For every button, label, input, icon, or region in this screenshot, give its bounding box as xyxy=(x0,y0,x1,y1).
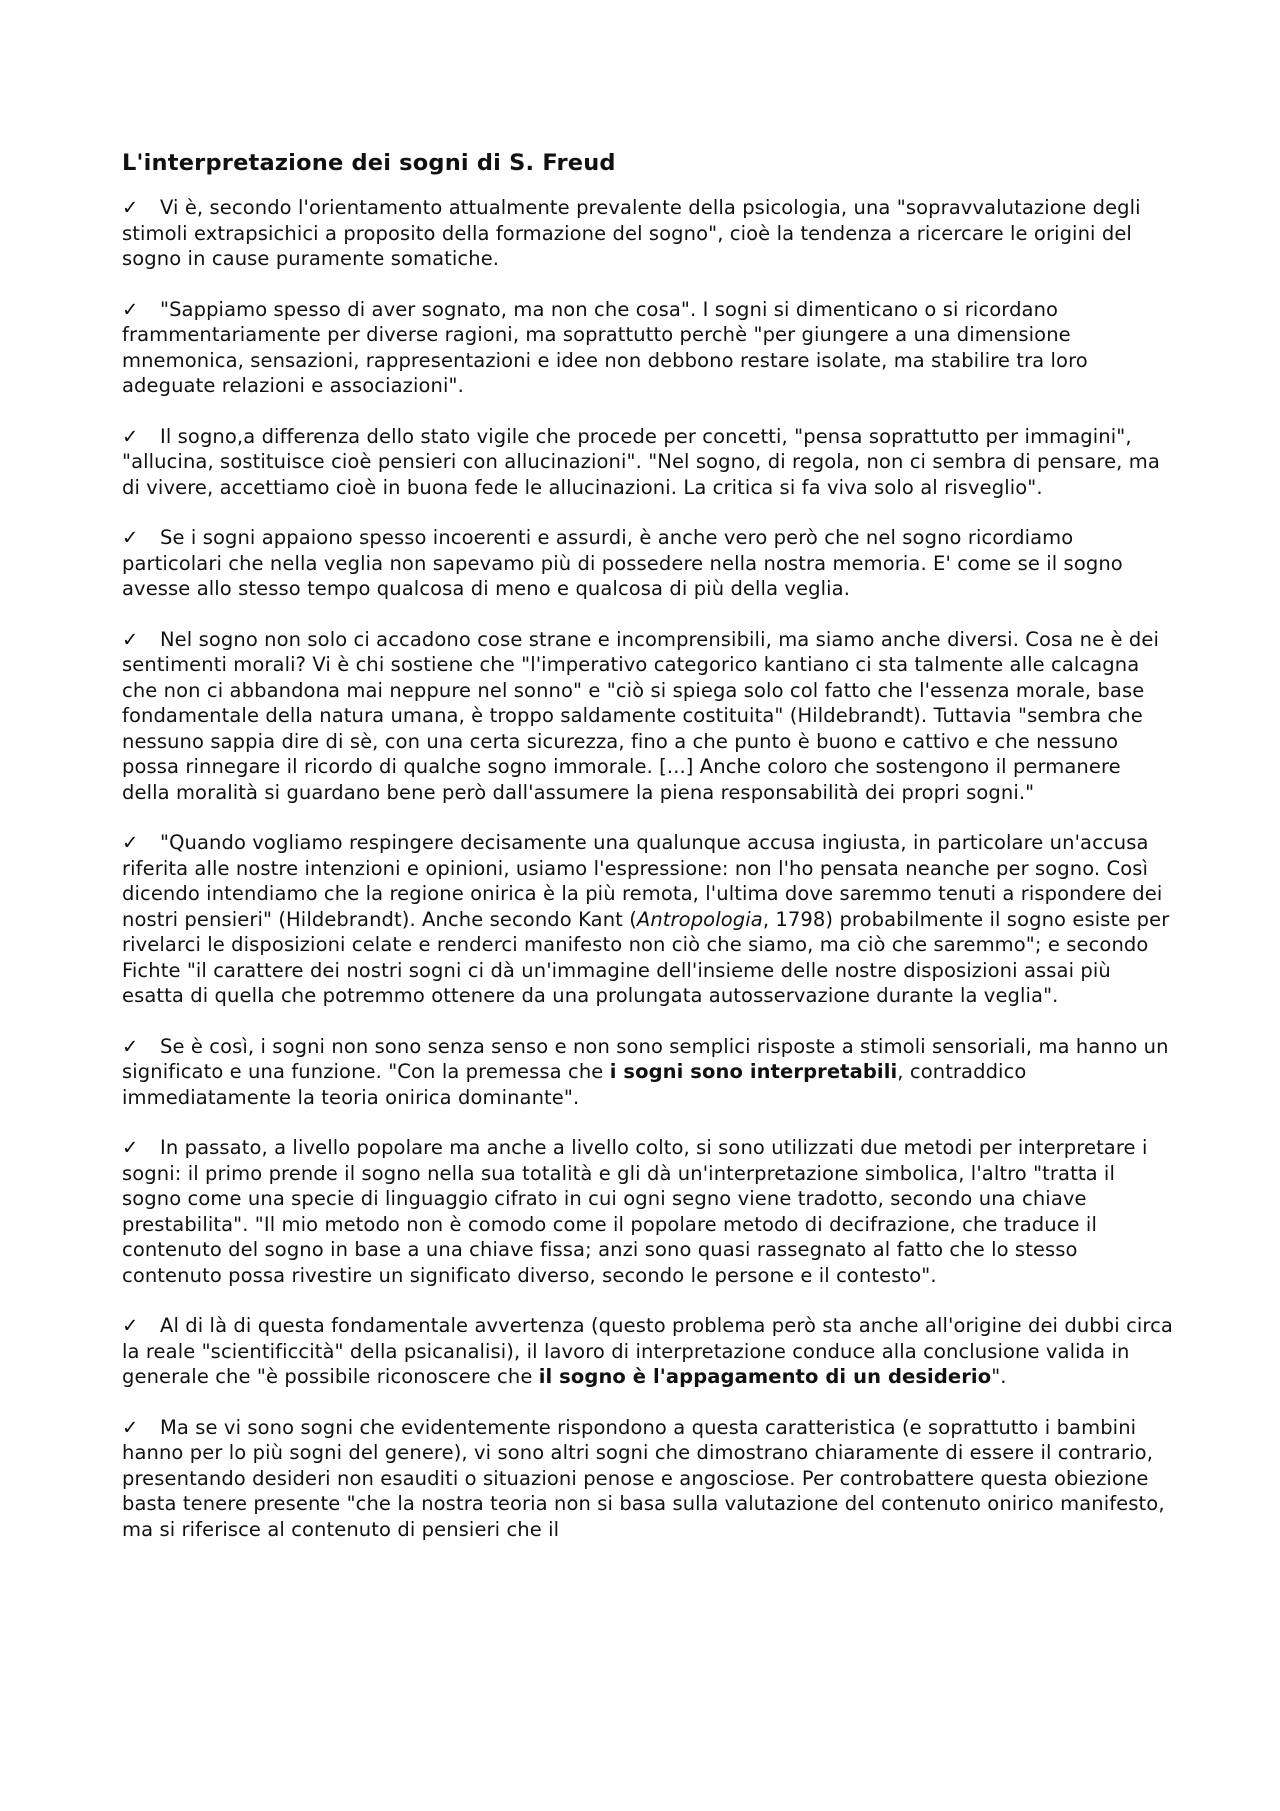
paragraph-3 xyxy=(122,424,1174,501)
paragraph-1 xyxy=(122,195,1174,272)
paragraph-text: Se è così, i sogni non sono senza senso e non sono semplici risposte a stimoli sensoriali, ma hanno un significato e una funzione. "Con la premessa che xyxy=(122,1034,1169,1083)
paragraph-text: "Sappiamo spesso di aver sognato, ma non che cosa". I sogni si dimenticano o si ricordano frammentariamente per diverse ragioni, ma soprattutto perchè "per giungere a una dimensione mnemonica, sensazioni, rappresentazioni e idee non debbono restare isolate, ma stabilire tra loro adeguate relazioni e associazioni". xyxy=(122,297,1088,397)
paragraph-4 xyxy=(122,525,1174,602)
checkmark-icon xyxy=(122,1313,160,1339)
paragraph-text: Vi è, secondo l'orientamento attualmente prevalente della psicologia, una "sopravvalutazione degli stimoli extrapsichici a proposito della formazione del sogno", cioè la tendenza a ricercare le origini del sogno in cause puramente somatiche. xyxy=(122,196,1141,270)
checkmark-icon xyxy=(122,1135,160,1161)
bold-emphasis: il sogno è l'appagamento di un desiderio xyxy=(538,1365,992,1388)
checkmark-icon xyxy=(122,627,160,653)
italic-title: Antropologia xyxy=(636,907,763,931)
paragraph-text: , contraddico immediatamente la teoria onirica dominante". xyxy=(122,1060,1027,1109)
checkmark-icon xyxy=(122,525,160,551)
paragraph-text: ". xyxy=(991,1365,1007,1388)
checkmark-icon xyxy=(122,1415,160,1441)
checkmark-icon xyxy=(122,195,160,221)
paragraph-text: Il sogno,a differenza dello stato vigile che procede per concetti, "pensa soprattutto per immagini", "allucina, sostituisce cioè pensieri con allucinazioni". "Nel sogno, di regola, non ci sembra di pensare, ma di vivere, accettiamo cioè in buona fede le allucinazioni. La critica si fa viva solo al risveglio". xyxy=(122,424,1160,499)
paragraph-text: Ma se vi sono sogni che evidentemente rispondono a questa caratteristica (e soprattutto i bambini hanno per lo più sogni del genere), vi sono altri sogni che dimostrano chiaramente di essere il contrario, presentando desideri non esauditi o situazioni penose e angosciose. Per controbattere questa obiezione basta tenere presente "che la nostra teoria non si basa sulla valutazione del contenuto onirico manifesto, ma si riferisce al contenuto di pensieri che il xyxy=(122,1415,1165,1541)
paragraph-8 xyxy=(122,1135,1174,1288)
paragraph-9 xyxy=(122,1313,1174,1390)
checkmark-icon xyxy=(122,297,160,323)
paragraph-10 xyxy=(122,1415,1174,1543)
checkmark-icon xyxy=(122,1034,160,1060)
checkmark-icon xyxy=(122,424,160,450)
paragraph-6 xyxy=(122,830,1174,1009)
paragraph-2 xyxy=(122,297,1174,399)
document-title: L'interpretazione dei sogni di S. Freud xyxy=(122,150,616,176)
paragraph-7 xyxy=(122,1034,1174,1111)
paragraph-5 xyxy=(122,627,1174,806)
paragraph-text: Nel sogno non solo ci accadono cose strane e incomprensibili, ma siamo anche diversi. Cosa ne è dei sentimenti morali? Vi è chi sostiene che "l'imperativo categorico kantiano ci sta talmente alle calcagna che non ci abbandona mai neppure nel sonno" e "ciò si spiega solo col fatto che l'essenza morale, base fondamentale della natura umana, è troppo saldamente costituita" (Hildebrandt). Tuttavia "sembra che nessuno sappia dire di sè, con una certa sicurezza, fino a che punto è buono e cattivo e che nessuno possa rinnegare il ricordo di qualche sogno immorale. [...] Anche coloro che sostengono il permanere della moralità si guardano bene però dall'assumere la piena responsabilità dei propri sogni." xyxy=(122,627,1159,804)
paragraph-text: "Quando vogliamo respingere decisamente una qualunque accusa ingiusta, in particolare un'accusa riferita alle nostre intenzioni e opinioni, usiamo l'espressione: non l'ho pensata neanche per sogno. Così dicendo intendiamo che la regione onirica è la più remota, l'ultima dove saremmo tenuti a rispondere dei nostri pensieri" (Hildebrandt). Anche secondo Kant ( xyxy=(122,831,1163,931)
bold-emphasis: i sogni sono interpretabili xyxy=(609,1060,898,1083)
checkmark-icon xyxy=(122,830,160,856)
paragraph-text: , 1798) probabilmente il sogno esiste per rivelarci le disposizioni celate e renderci manifesto non ciò che siamo, ma ciò che saremmo"; e secondo Fichte "il carattere dei nostri sogni ci dà un'immagine dell'insieme delle nostre disposizioni assai più esatta di quella che potremmo ottenere da una prolungata autosservazione durante la veglia". xyxy=(122,907,1170,1007)
document-page xyxy=(122,148,1174,1567)
paragraph-text: In passato, a livello popolare ma anche a livello colto, si sono utilizzati due metodi per interpretare i sogni: il primo prende il sogno nella sua totalità e gli dà un'interpretazione simbolica, l'altro "tratta il sogno come una specie di linguaggio cifrato in cui ogni segno viene tradotto, secondo una chiave prestabilita". "Il mio metodo non è comodo come il popolare metodo di decifrazione, che traduce il contenuto del sogno in base a una chiave fissa; anzi sono quasi rassegnato al fatto che lo stesso contenuto possa rivestire un significato diverso, secondo le persone e il contesto". xyxy=(122,1136,1148,1287)
paragraph-text: Al di là di questa fondamentale avvertenza (questo problema però sta anche all'origine dei dubbi circa la reale "scientificcità" della psicanalisi), il lavoro di interpretazione conduce alla conclusione valida in generale che "è possibile riconoscere che xyxy=(122,1314,1173,1388)
paragraph-text: Se i sogni appaiono spesso incoerenti e assurdi, è anche vero però che nel sogno ricordiamo particolari che nella veglia non sapevamo più di possedere nella nostra memoria. E' come se il sogno avesse allo stesso tempo qualcosa di meno e qualcosa di più della veglia. xyxy=(122,526,1123,600)
